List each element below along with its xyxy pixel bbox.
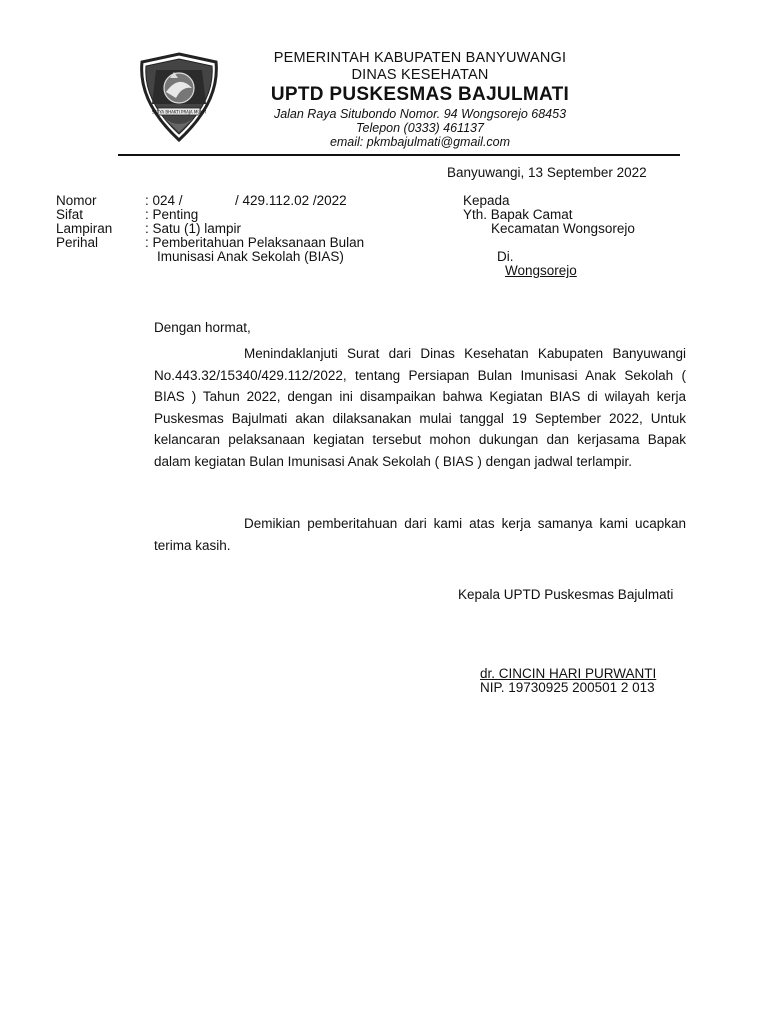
perihal-value-line1: : Pemberitahuan Pelaksanaan Bulan <box>145 235 365 250</box>
recipient-line1: Yth. Bapak Camat <box>463 207 573 222</box>
recipient-place: Wongsorejo <box>505 263 577 278</box>
recipient-di: Di. <box>497 249 514 264</box>
perihal-value-line2: Imunisasi Anak Sekolah (BIAS) <box>157 249 344 264</box>
body-paragraph-1-text: Menindaklanjuti Surat dari Dinas Kesehatan Kabupaten Banyuwangi No.443.32/15340/429.112/2022, tentang Persiapan Bulan Imunisasi Anak Sekolah ( BIAS ) Tahun 2022, dengan ini disampaikan bahwa Kegiatan BIAS di wilayah kerja Puskesmas Bajulmati akan dilaksanakan mulai tanggal 19 September 2022, Untuk kelancaran pelaksanaan kegiatan tersebut mohon dukungan dan kerjasama Bapak dalam kegiatan Bulan Imunisasi Anak Sekolah ( BIAS ) dengan jadwal terlampir. <box>154 346 686 469</box>
letterhead-institution: UPTD PUSKESMAS BAJULMATI <box>270 84 570 105</box>
signature-name: dr. CINCIN HARI PURWANTI <box>480 666 657 681</box>
body-paragraph-1 <box>154 343 686 472</box>
emblem-motto: SATYA BHAKTI PRAJA MUKTI <box>151 109 207 115</box>
letterhead-divider <box>118 154 680 156</box>
signature-nip: NIP. 19730925 200501 2 013 <box>480 680 655 695</box>
letterhead-agency: DINAS KESEHATAN <box>351 67 489 83</box>
lampiran-value: : Satu (1) lampir <box>145 221 242 236</box>
banyuwangi-emblem-icon <box>136 52 222 142</box>
letterhead-phone: Telepon (0333) 461137 <box>356 121 484 135</box>
salutation: Dengan hormat, <box>154 320 251 335</box>
letter-date: Banyuwangi, 13 September 2022 <box>447 165 647 180</box>
recipient-kepada: Kepada <box>463 193 510 208</box>
letterhead-email: email: pkmbajulmati@gmail.com <box>329 135 511 149</box>
perihal-label: Perihal <box>56 235 99 250</box>
body-paragraph-2 <box>154 513 686 556</box>
nomor-value: : 024 / / 429.112.02 /2022 <box>145 193 347 208</box>
recipient-line2: Kecamatan Wongsorejo <box>491 221 635 236</box>
letterhead-government: PEMERINTAH KABUPATEN BANYUWANGI <box>273 50 567 66</box>
sifat-label: Sifat <box>56 207 84 222</box>
signature-title: Kepala UPTD Puskesmas Bajulmati <box>458 587 674 602</box>
sifat-value: : Penting <box>145 207 199 222</box>
body-paragraph-2-text: Demikian pemberitahuan dari kami atas kerja samanya kami ucapkan terima kasih. <box>154 516 686 553</box>
letterhead-address: Jalan Raya Situbondo Nomor. 94 Wongsorejo 68453 <box>273 107 567 121</box>
nomor-label: Nomor <box>56 193 97 208</box>
lampiran-label: Lampiran <box>56 221 113 236</box>
